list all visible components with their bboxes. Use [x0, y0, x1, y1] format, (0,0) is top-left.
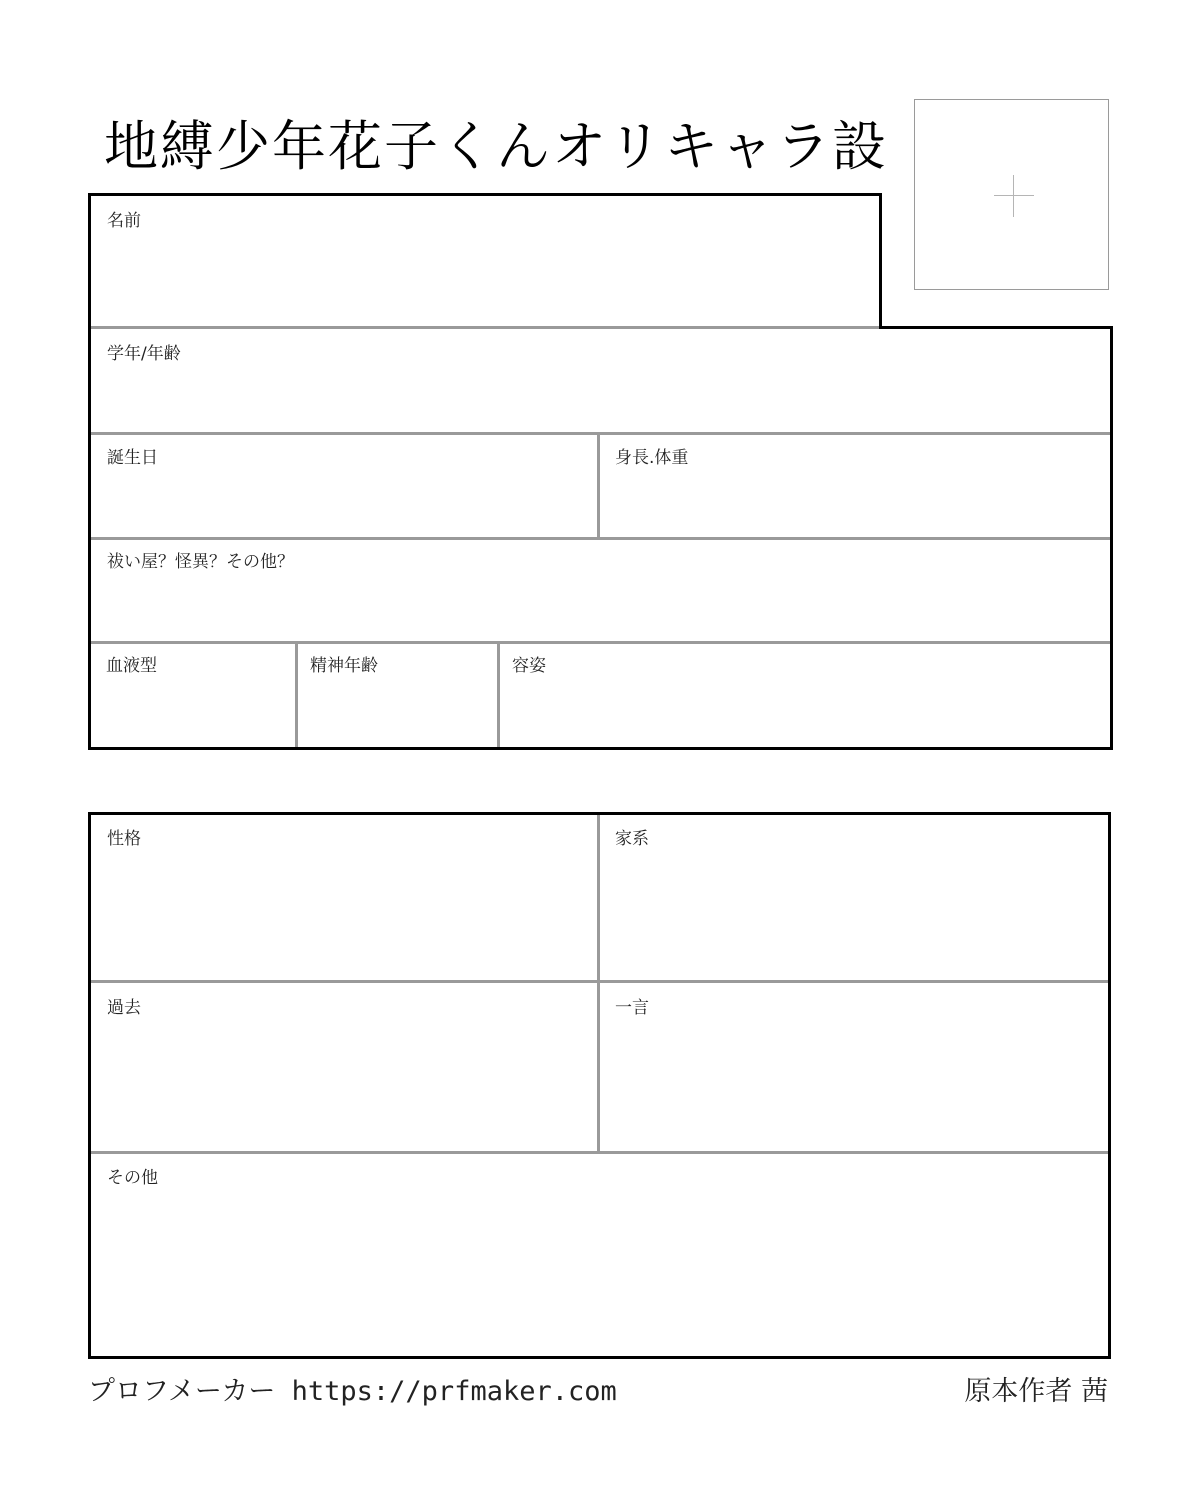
mental-age-field[interactable]: [298, 644, 497, 747]
blood-type-label: 血液型: [106, 656, 157, 676]
other-label: その他: [107, 1168, 158, 1188]
past-field[interactable]: [91, 983, 597, 1151]
blood-type-field[interactable]: [91, 644, 295, 747]
role-field[interactable]: [91, 540, 1110, 641]
page-title: 地縛少年花子くんオリキャラ設: [104, 115, 888, 178]
photo-placeholder[interactable]: [914, 99, 1109, 290]
name-field[interactable]: [91, 196, 879, 326]
role-label: 祓い屋？怪異？その他？: [107, 552, 294, 572]
birthday-field[interactable]: [91, 435, 597, 537]
personality-label: 性格: [107, 829, 141, 849]
name-label: 名前: [107, 211, 141, 231]
family-label: 家系: [615, 829, 649, 849]
plus-icon: [994, 195, 1034, 196]
height-weight-label: 身長.体重: [615, 448, 689, 468]
height-weight-field[interactable]: [600, 435, 1110, 537]
birthday-label: 誕生日: [107, 448, 158, 468]
appearance-label: 容姿: [512, 656, 546, 676]
footer-credit-link: プロフメーカー https://prfmaker.com: [88, 1376, 617, 1407]
mental-age-label: 精神年齢: [310, 656, 378, 676]
grade-age-label: 学年/年齢: [107, 344, 181, 364]
appearance-field[interactable]: [500, 644, 1110, 747]
grade-age-field[interactable]: [91, 329, 1110, 432]
past-label: 過去: [107, 998, 141, 1018]
quote-field[interactable]: [600, 983, 1108, 1151]
quote-label: 一言: [615, 998, 649, 1018]
plus-icon-vertical: [1013, 175, 1014, 217]
other-field[interactable]: [91, 1154, 1108, 1356]
family-field[interactable]: [600, 815, 1108, 980]
personality-field[interactable]: [91, 815, 597, 980]
footer-author: 原本作者 茜: [964, 1376, 1108, 1407]
